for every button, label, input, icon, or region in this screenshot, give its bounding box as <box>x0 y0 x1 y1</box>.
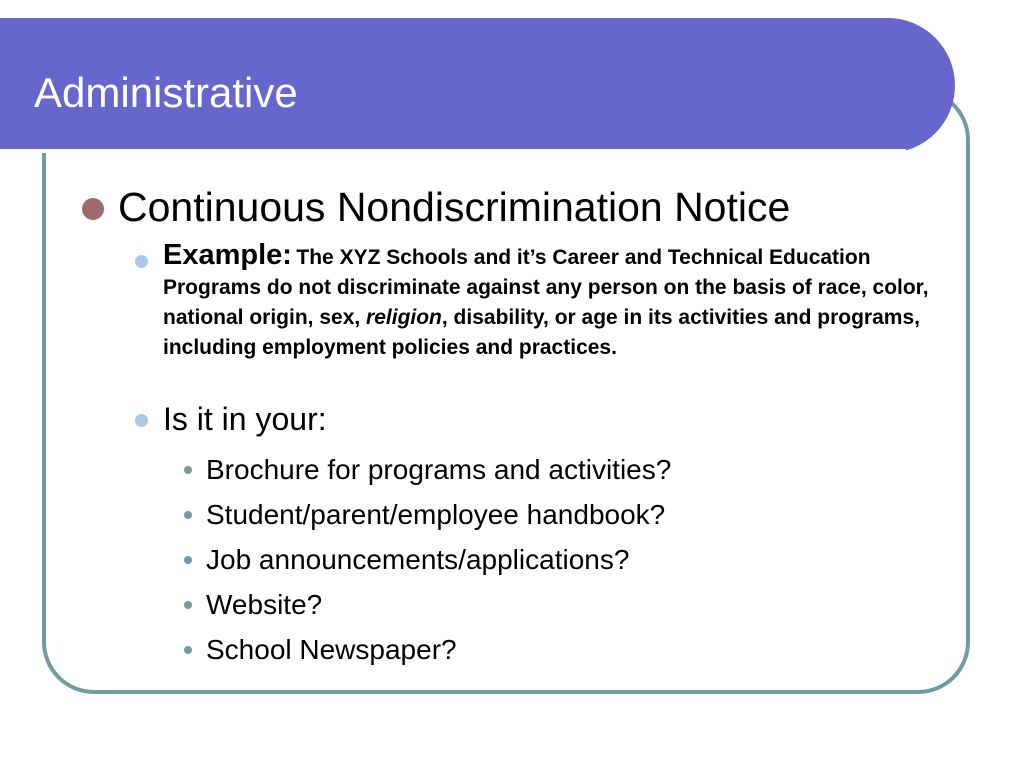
question-text: Is it in your: <box>163 401 327 437</box>
title-underline <box>0 149 906 153</box>
level3-bullet-icon <box>184 466 192 474</box>
level3-bullet-icon <box>184 646 192 654</box>
level3-bullet-icon <box>184 556 192 564</box>
example-text-before: The XYZ Schools and it’s Career and Technical Education Programs do not discriminate against any person on the basis of race, color, national origin, sex, <box>163 246 929 329</box>
title-bar <box>0 18 955 153</box>
level2-bullet-icon <box>135 255 148 268</box>
example-text-after: , disability, or age in its activities and programs, including employment policies and practices. <box>163 306 920 359</box>
level1-bullet-icon <box>82 198 104 220</box>
level2-bullet-icon <box>135 414 148 427</box>
list-item <box>184 582 671 627</box>
list-item-label: Brochure for programs and activities? <box>206 453 672 485</box>
example-label: Example: <box>163 239 292 271</box>
list-item-label: Student/parent/employee handbook? <box>206 498 666 530</box>
list-item <box>184 627 671 672</box>
list-item-label: Website? <box>206 588 323 620</box>
example-emphasis: religion <box>366 306 442 329</box>
list-item <box>184 537 671 582</box>
list-item <box>184 447 671 492</box>
level3-bullet-icon <box>184 601 192 609</box>
slide-heading: Continuous Nondiscrimination Notice <box>118 184 791 230</box>
list-item <box>184 492 671 537</box>
example-paragraph <box>163 241 953 364</box>
slide-title: Administrative <box>34 69 298 116</box>
level3-bullet-icon <box>184 511 192 519</box>
list-item-label: School Newspaper? <box>206 633 457 665</box>
list-item-label: Job announcements/applications? <box>206 543 630 575</box>
checklist <box>184 447 671 672</box>
